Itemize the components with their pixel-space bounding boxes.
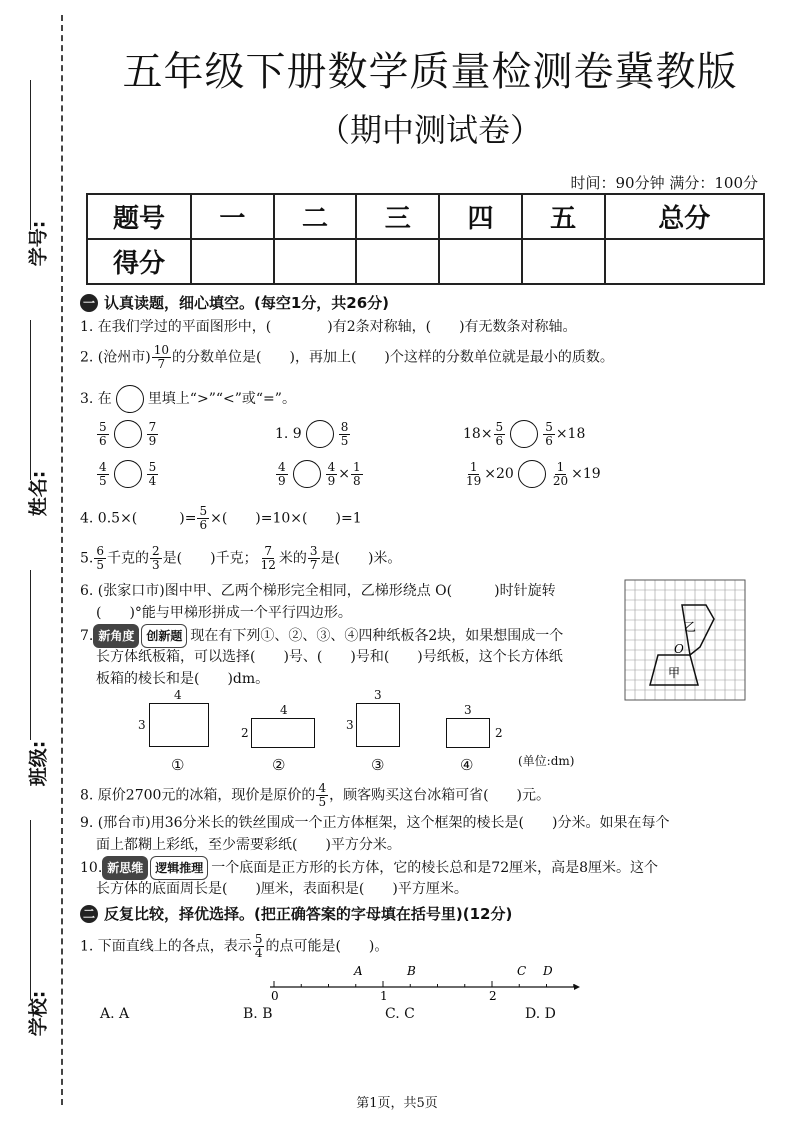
question-7-line-1: 7. 新角度 创新题 现在有下列①、②、③、④四种纸板各2块，如果想围成一个 — [80, 624, 563, 648]
question-10-line-1: 10. 新思维 逻辑推理 一个底面是正方形的长方体，它的棱长总和是72厘米，高是8厘米。这个 — [80, 856, 658, 880]
question-6-line-2: ( )°能与甲梯形拼成一个平行四边形。 — [96, 605, 352, 621]
option-c[interactable]: C. C — [385, 1006, 415, 1022]
section-number: 一 — [80, 294, 98, 312]
score-header-cell: 二 — [274, 194, 357, 239]
class-line[interactable] — [30, 570, 31, 740]
score-cell[interactable] — [191, 239, 274, 284]
binding-margin — [0, 0, 75, 1123]
name-label: 姓名: — [27, 470, 50, 517]
section-2-heading — [80, 903, 512, 924]
q3-post: 里填上“>”“<”或“=”。 — [147, 391, 296, 407]
question-1: 1. 在我们学过的平面图形中，( )有2条对称轴，( )有无数条对称轴。 — [80, 319, 577, 335]
compare-item-d: $\frac{4}{5}$ $\frac{5}{4}$ — [99, 459, 157, 488]
q2-post: 的分数单位是( )，再加上( )个这样的分数单位就是最小的质数。 — [172, 349, 614, 366]
score-header-cell: 四 — [439, 194, 522, 239]
q2-pre: 2. (沧州市) — [80, 349, 151, 366]
label-o: O — [674, 642, 684, 656]
compare-circle — [116, 385, 144, 413]
point-label-d: D — [543, 964, 553, 978]
question-3 — [80, 385, 296, 413]
compare-item-f: $\frac{1}{19}$ ×20 $\frac{1}{20}$ ×19 — [466, 459, 601, 488]
score-cell[interactable] — [356, 239, 439, 284]
option-d[interactable]: D. D — [525, 1006, 556, 1022]
class-label: 班级: — [27, 740, 50, 787]
student-id-line[interactable] — [30, 80, 31, 230]
score-cell[interactable] — [605, 239, 764, 284]
label-yi: 乙 — [684, 620, 697, 634]
compare-circle[interactable] — [114, 420, 142, 448]
question-2 — [80, 344, 614, 371]
point-label-c: C — [517, 964, 527, 978]
page-subtitle: （期中测试卷） — [317, 111, 542, 149]
section-1-heading — [80, 292, 389, 313]
compare-item-b: 1. 9 $\frac{8}{5}$ — [275, 419, 349, 448]
tag-innovation: 创新题 — [141, 624, 187, 648]
school-line[interactable] — [30, 820, 31, 1000]
board-unit: (单位:dm) — [518, 754, 575, 768]
score-header-cell: 五 — [522, 194, 605, 239]
question-6-line-1: 6. (张家口市)图中甲、乙两个梯形完全相同，乙梯形绕点 O( )时针旋转 — [80, 583, 556, 599]
fraction: $\frac{10}{7}$ — [153, 343, 170, 371]
tick-label-2: 2 — [489, 989, 497, 1003]
score-cell[interactable] — [522, 239, 605, 284]
cut-line — [61, 15, 63, 1105]
question-9-line-2: 面上都糊上彩纸，至少需要彩纸( )平方分米。 — [96, 837, 401, 853]
q3-pre: 3. 在 — [80, 391, 112, 407]
tag-new-thinking: 新思维 — [102, 856, 148, 880]
question-8: 8. 原价2700元的冰箱，现价是原价的 $\frac{4}{5}$ ，顾客购买这台冰箱可省( )元。 — [80, 781, 551, 809]
compare-item-a: $\frac{5}{6}$ $\frac{7}{9}$ — [99, 419, 157, 448]
label-jia: 甲 — [668, 666, 681, 680]
section-number: 二 — [80, 905, 98, 923]
compare-circle[interactable] — [510, 420, 538, 448]
option-b[interactable]: B. B — [243, 1006, 273, 1022]
section-title: 反复比较，择优选择。(把正确答案的字母填在括号里)(12分) — [104, 905, 513, 923]
tick-label-1: 1 — [380, 989, 388, 1003]
score-header-cell: 题号 — [87, 194, 191, 239]
point-label-a: A — [354, 964, 363, 978]
compare-circle[interactable] — [293, 460, 321, 488]
compare-item-e: $\frac{4}{9}$ $\frac{4}{9}$ × $\frac{1}{8}$ — [278, 459, 361, 488]
compare-item-c: 18× $\frac{5}{6}$ $\frac{5}{6}$ ×18 — [463, 419, 586, 448]
student-id-label: 学号: — [27, 220, 50, 267]
question-7-line-3: 板箱的棱长和是( )dm。 — [96, 671, 270, 687]
score-header-cell: 三 — [356, 194, 439, 239]
score-table — [86, 193, 765, 285]
question-5: 5. $\frac{6}{5}$ 千克的 $\frac{2}{3}$ 是( )千克； $\frac{7}{12}$ 米的 $\frac{3}{7}$ 是( )米。 — [80, 544, 402, 572]
compare-circle[interactable] — [518, 460, 546, 488]
score-cell[interactable] — [439, 239, 522, 284]
rotation-grid-figure — [624, 579, 746, 701]
section-title: 认真读题，细心填空。(每空1分，共26分) — [104, 294, 390, 312]
point-label-b: B — [407, 964, 416, 978]
score-header-cell: 总分 — [605, 194, 764, 239]
section-2-question-1: 1. 下面直线上的各点，表示 $\frac{5}{4}$ 的点可能是( )。 — [80, 932, 389, 960]
question-10-line-2: 长方体的底面周长是( )厘米，表面积是( )平方厘米。 — [96, 881, 468, 897]
score-row-label: 得分 — [87, 239, 191, 284]
tag-logic: 逻辑推理 — [150, 856, 208, 880]
page-title: 五年级下册数学质量检测卷冀教版 — [122, 49, 738, 95]
question-9-line-1: 9. (邢台市)用36分米长的铁丝围成一个正方体框架，这个框架的棱长是( )分米。如果在每个 — [80, 815, 670, 831]
exam-time: 时间：90分钟 满分：100分 — [570, 174, 758, 192]
score-cell[interactable] — [274, 239, 357, 284]
page-footer: 第1页，共5页 — [356, 1096, 438, 1111]
question-7-line-2: 长方体纸板箱，可以选择( )号、( )号和( )号纸板，这个长方体纸 — [96, 649, 563, 665]
compare-circle[interactable] — [306, 420, 334, 448]
name-line[interactable] — [30, 320, 31, 480]
school-label: 学校: — [27, 990, 50, 1037]
option-a[interactable]: A. A — [100, 1006, 130, 1022]
tick-label-0: 0 — [271, 989, 279, 1003]
tag-new-angle: 新角度 — [93, 624, 139, 648]
compare-circle[interactable] — [114, 460, 142, 488]
score-header-cell: 一 — [191, 194, 274, 239]
question-4: 4. 0.5×( )= $\frac{5}{6}$ ×( )=10×( )=1 — [80, 504, 362, 532]
